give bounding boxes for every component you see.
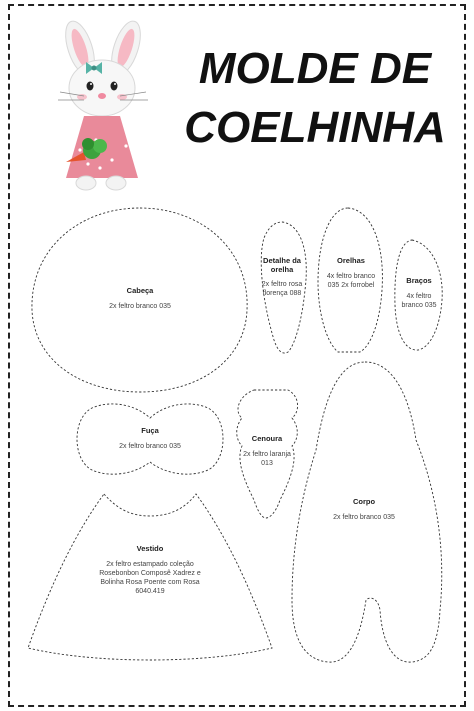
piece-detail: 2x feltro estampado coleção Rosebonbon Composê Xadrez e Bolinha Rosa Poente com Rosa 6040.419 xyxy=(99,561,201,595)
body-piece-label xyxy=(316,497,412,523)
piece-name: Vestido xyxy=(136,544,164,553)
piece-name: Cabeça xyxy=(126,286,154,295)
piece-detail: 2x feltro branco 035 xyxy=(333,514,395,522)
dress-piece-label xyxy=(90,544,210,596)
piece-detail: 4x feltro branco 035 2x forrobel xyxy=(326,273,376,290)
title-line-2: COELHINHA xyxy=(184,103,446,152)
piece-name: Orelhas xyxy=(337,256,365,265)
piece-detail: 2x feltro laranja 013 xyxy=(243,451,291,468)
title-line-1: MOLDE DE xyxy=(198,44,432,93)
head-piece-label xyxy=(90,286,190,312)
snout-piece-label xyxy=(100,426,200,452)
piece-name: Cenoura xyxy=(251,434,283,443)
piece-name: Braços xyxy=(406,276,432,285)
bunny-doll-image xyxy=(58,18,148,190)
piece-detail: 2x feltro rosa florença 088 xyxy=(261,280,303,297)
piece-detail: 2x feltro branco 035 xyxy=(109,303,171,311)
piece-name: Detalhe da orelha xyxy=(263,256,301,275)
ear-detail-piece-label xyxy=(259,256,305,298)
arms-piece-label xyxy=(396,276,442,311)
piece-detail: 4x feltro branco 035 xyxy=(401,293,437,310)
carrot-piece-label xyxy=(242,434,292,469)
piece-name: Corpo xyxy=(352,497,376,506)
piece-name: Fuça xyxy=(141,426,159,435)
piece-detail: 2x feltro branco 035 xyxy=(119,443,181,451)
ears-piece-label xyxy=(323,256,379,291)
